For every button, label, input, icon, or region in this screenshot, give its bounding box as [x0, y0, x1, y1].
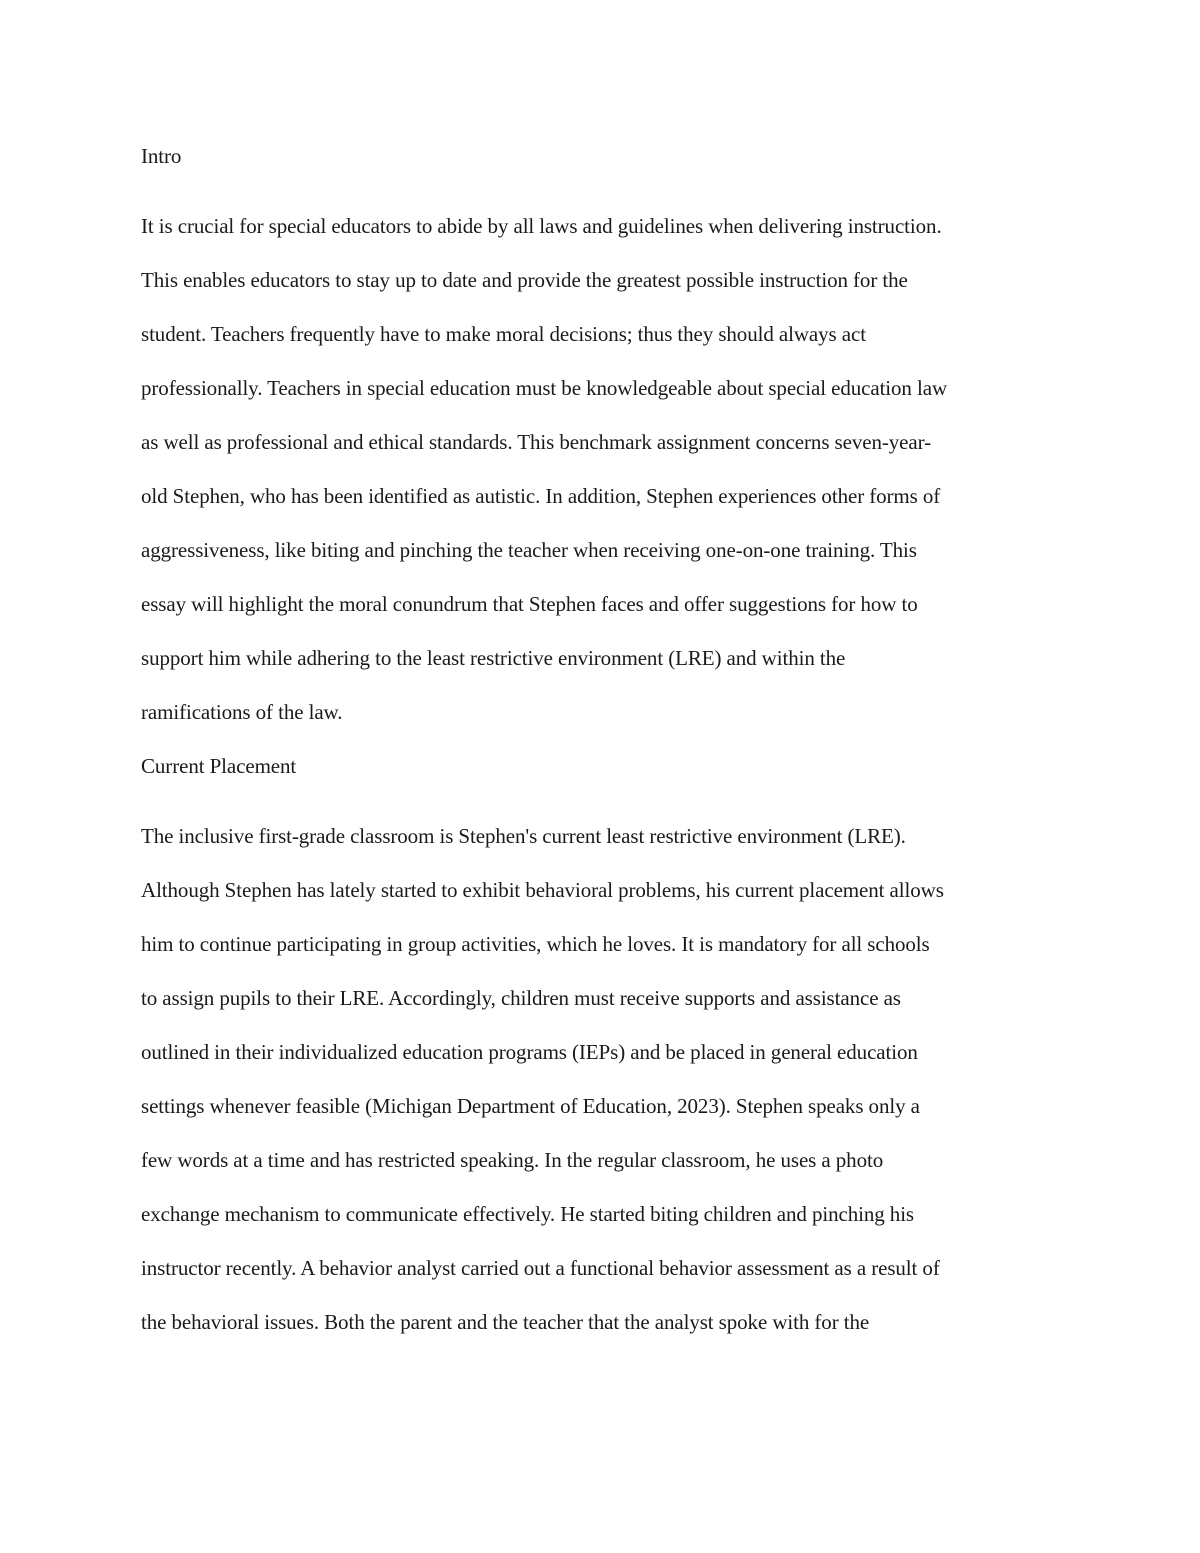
- intro-line: This enables educators to stay up to date and provide the greatest possible instruction for the: [141, 268, 908, 292]
- placement-line: instructor recently. A behavior analyst carried out a functional behavior assessment as a result of: [141, 1256, 940, 1280]
- placement-line: exchange mechanism to communicate effectively. He started biting children and pinching his: [141, 1202, 914, 1226]
- placement-line: him to continue participating in group activities, which he loves. It is mandatory for all schools: [141, 932, 930, 956]
- intro-line: professionally. Teachers in special education must be knowledgeable about special education law: [141, 376, 948, 400]
- placement-line: the behavioral issues. Both the parent and the teacher that the analyst spoke with for the: [141, 1310, 870, 1334]
- intro-line: essay will highlight the moral conundrum that Stephen faces and offer suggestions for how to: [141, 592, 918, 616]
- intro-line: student. Teachers frequently have to make moral decisions; thus they should always act: [141, 322, 866, 346]
- placement-line: Although Stephen has lately started to exhibit behavioral problems, his current placement allows: [141, 878, 944, 902]
- placement-line: The inclusive first-grade classroom is Stephen's current least restrictive environment (LRE).: [141, 824, 906, 848]
- placement-line: settings whenever feasible (Michigan Department of Education, 2023). Stephen speaks only a: [141, 1094, 920, 1118]
- placement-line: to assign pupils to their LRE. Accordingly, children must receive supports and assistance as: [141, 986, 901, 1010]
- intro-line: It is crucial for special educators to abide by all laws and guidelines when delivering instruction.: [141, 214, 942, 238]
- placement-line: few words at a time and has restricted speaking. In the regular classroom, he uses a photo: [141, 1148, 884, 1172]
- placement-line: outlined in their individualized education programs (IEPs) and be placed in general education: [141, 1040, 918, 1064]
- intro-line: aggressiveness, like biting and pinching the teacher when receiving one-on-one training. This: [141, 538, 917, 562]
- intro-line: as well as professional and ethical standards. This benchmark assignment concerns seven-year-: [141, 430, 931, 454]
- intro-line: ramifications of the law.: [141, 700, 343, 724]
- section-heading-current-placement: Current Placement: [141, 754, 297, 778]
- intro-line: support him while adhering to the least restrictive environment (LRE) and within the: [141, 646, 846, 670]
- intro-line: old Stephen, who has been identified as autistic. In addition, Stephen experiences other forms of: [141, 484, 941, 508]
- section-heading-intro: Intro: [141, 144, 182, 168]
